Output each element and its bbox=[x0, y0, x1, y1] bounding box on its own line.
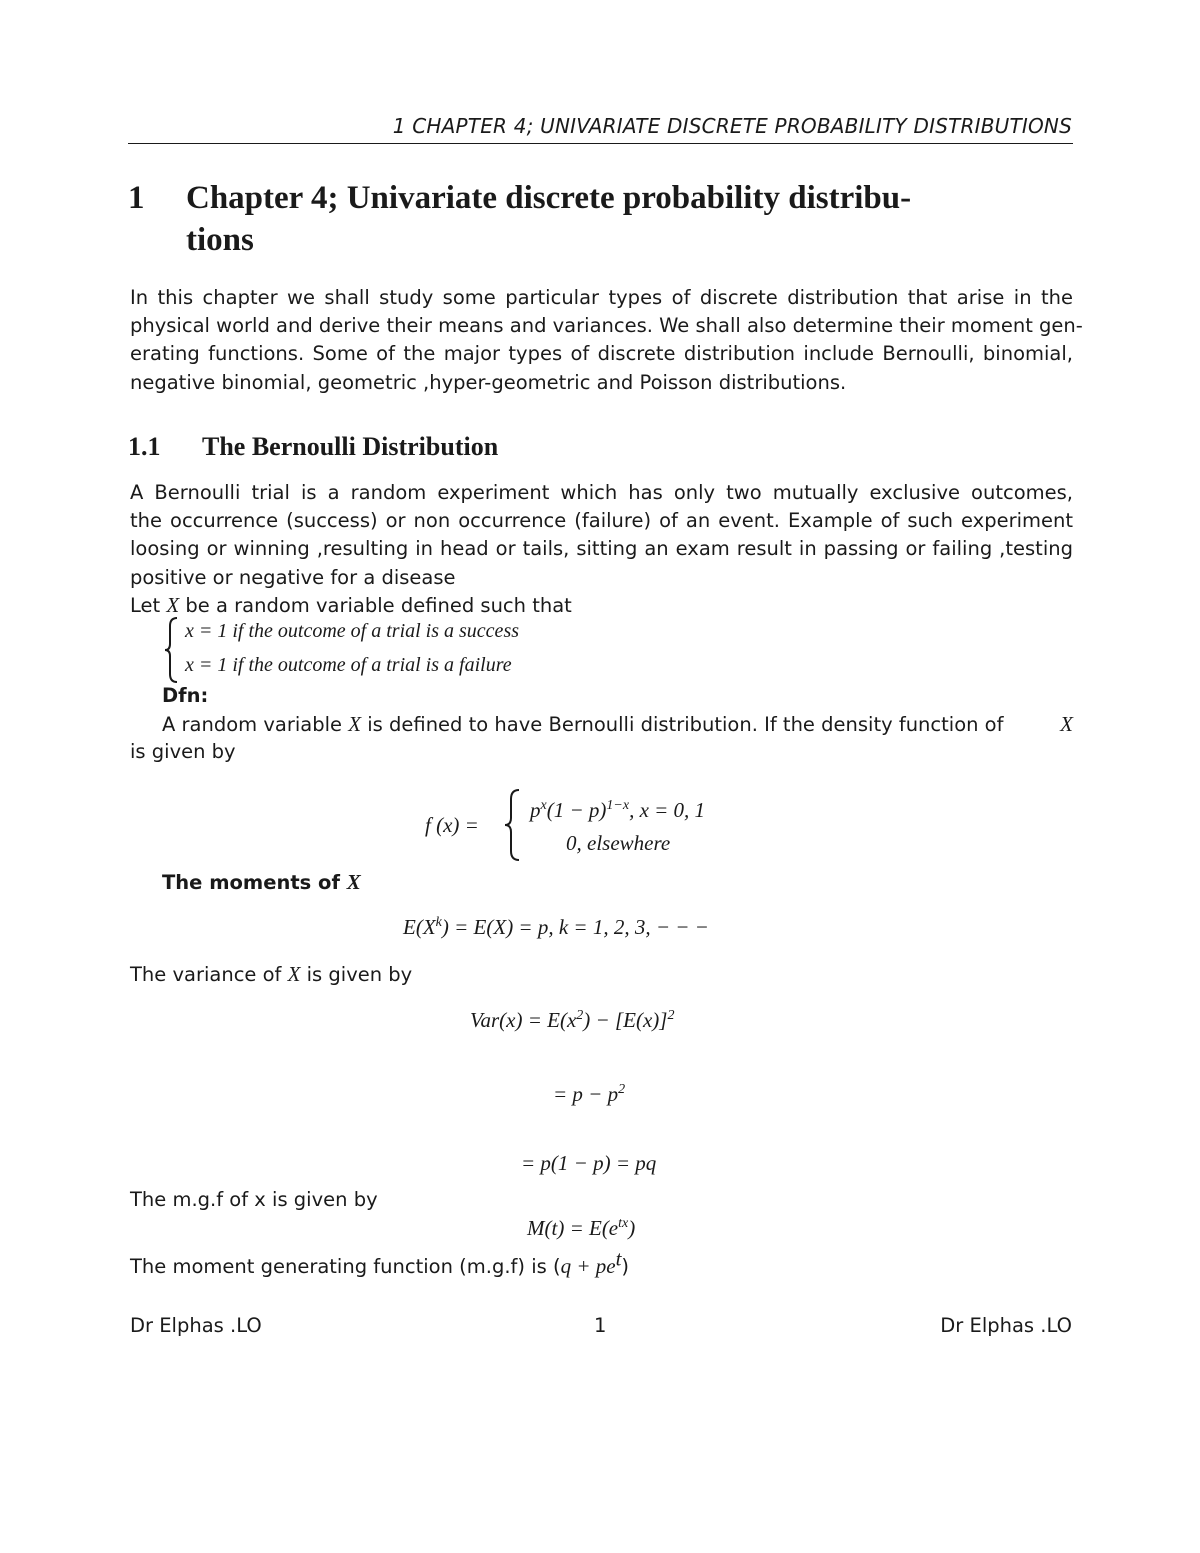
definition-label: Dfn: bbox=[162, 684, 209, 707]
section-number: 1 bbox=[128, 180, 145, 216]
header-rule bbox=[128, 143, 1073, 144]
variance-equation-3: = p(1 − p) = pq bbox=[521, 1151, 657, 1175]
subsection-title: The Bernoulli Distribution bbox=[202, 432, 499, 461]
intro-line: In this chapter we shall study some particular types of discrete distribution that arise in the bbox=[130, 286, 1073, 309]
section-title-line-1: Chapter 4; Univariate discrete probability distribu- bbox=[186, 180, 912, 216]
body-line: loosing or winning ,resulting in head or tails, sitting an exam result in passing or failing ,testing bbox=[130, 537, 1073, 561]
running-head: 1 CHAPTER 4; UNIVARIATE DISCRETE PROBABILITY DISTRIBUTIONS bbox=[392, 114, 1072, 138]
intro-line: negative binomial, geometric ,hyper-geometric and Poisson distributions. bbox=[130, 370, 847, 394]
pdf-case-2: 0, elsewhere bbox=[566, 831, 671, 855]
variance-equation-1: $Var(x) = E(x^2) - [E(x)]^2$ bbox=[470, 1008, 675, 1032]
case-failure: x = 1 if the outcome of a trial is a failure bbox=[185, 654, 512, 676]
body-line: A Bernoulli trial is a random experiment which has only two mutually exclusive outcomes, bbox=[130, 481, 1073, 504]
cases-brace bbox=[162, 616, 180, 684]
variance-intro: The variance of X is given by bbox=[130, 962, 413, 986]
mgf-intro: The m.g.f of x is given by bbox=[130, 1188, 378, 1211]
intro-line: erating functions. Some of the major types of discrete distribution include Bernoulli, binomial, bbox=[130, 342, 1073, 366]
pdf-lhs: f (x) = bbox=[425, 813, 479, 837]
page-number: 1 bbox=[594, 1314, 607, 1337]
moments-heading: The moments of X bbox=[162, 870, 361, 894]
pdf-case-1: $p^x(1 - p)^{1-x}$, x = 0, 1 bbox=[530, 798, 706, 822]
definition-line-1: A random variable X is defined to have Bernoulli distribution. If the density function of X bbox=[162, 712, 1073, 736]
mgf-result: The moment generating function (m.g.f) is $(q + pe^t)$ bbox=[130, 1246, 630, 1278]
footer-right: Dr Elphas .LO bbox=[940, 1314, 1072, 1337]
bernoulli-paragraph bbox=[130, 479, 1073, 592]
intro-paragraph bbox=[130, 284, 1083, 397]
definition-line-2: is given by bbox=[130, 740, 236, 763]
pdf-brace bbox=[502, 788, 522, 862]
intro-line: physical world and derive their means and variances. We shall also determine their moment gen- bbox=[130, 314, 1083, 338]
mgf-equation: $M(t) = E(e^{tx})$ bbox=[527, 1216, 636, 1240]
variance-equation-2: = $p - p^2$ bbox=[553, 1082, 626, 1106]
section-title-line-2: tions bbox=[186, 222, 254, 258]
subsection-number: 1.1 bbox=[128, 432, 161, 461]
case-success: x = 1 if the outcome of a trial is a success bbox=[185, 620, 520, 642]
moments-equation: $E(X^k) = E(X) = p$, k = 1, 2, 3, − − − bbox=[403, 915, 709, 939]
body-line: the occurrence (success) or non occurrence (failure) of an event. Example of such experiment bbox=[130, 509, 1073, 533]
let-line: Let X be a random variable defined such that bbox=[130, 593, 572, 617]
body-line: positive or negative for a disease bbox=[130, 565, 456, 589]
footer-left: Dr Elphas .LO bbox=[130, 1314, 262, 1337]
